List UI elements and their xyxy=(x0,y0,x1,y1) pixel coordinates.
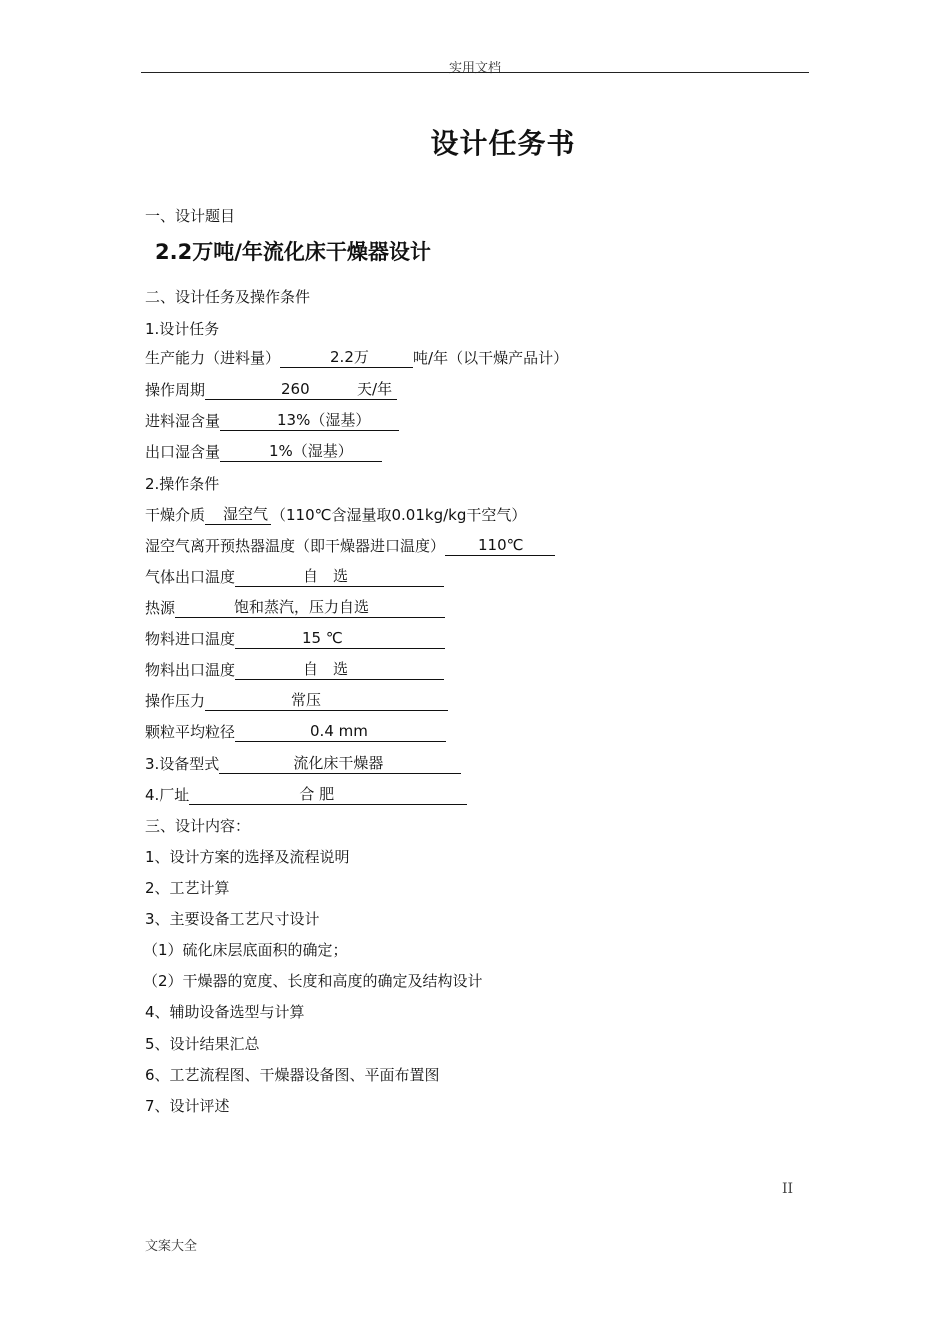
material-inlet-temp-label: 物料进口温度 xyxy=(145,630,236,648)
gas-outlet-temp-row xyxy=(145,566,444,587)
site-label: 4.厂址 xyxy=(145,786,190,804)
particle-size-row xyxy=(145,721,446,742)
cycle-value: 260 xyxy=(281,380,310,398)
capacity-value: 2.2万 xyxy=(330,348,369,366)
content-item: 3、主要设备工艺尺寸设计 xyxy=(145,910,320,928)
content-item: 2、工艺计算 xyxy=(145,879,230,897)
capacity-field xyxy=(280,347,413,368)
medium-field xyxy=(205,504,271,525)
outlet-moisture-row xyxy=(145,441,382,462)
site-row xyxy=(145,784,467,805)
content-subitem: （2）干燥器的宽度、长度和高度的确定及结构设计 xyxy=(143,972,483,990)
preheat-temp-label: 湿空气离开预热器温度（即干燥器进口温度） xyxy=(145,537,446,555)
particle-size-value: 0.4 mm xyxy=(310,722,368,740)
cycle-label: 操作周期 xyxy=(145,381,206,399)
pressure-value: 常压 xyxy=(291,691,322,709)
capacity-row xyxy=(145,347,568,368)
medium-value: 湿空气 xyxy=(223,505,269,523)
particle-size-label: 颗粒平均粒径 xyxy=(145,723,236,741)
content-item: 1、设计方案的选择及流程说明 xyxy=(145,848,350,866)
medium-row xyxy=(145,504,526,525)
content-item: 4、辅助设备选型与计算 xyxy=(145,1003,305,1021)
equipment-type-row xyxy=(145,753,461,774)
medium-label: 干燥介质 xyxy=(145,506,206,524)
medium-suffix: （110℃含湿量取0.01kg/kg干空气） xyxy=(271,506,527,524)
outlet-moisture-field xyxy=(220,441,382,462)
pressure-field xyxy=(205,690,448,711)
gas-outlet-temp-field xyxy=(235,566,444,587)
task-heading: 1.设计任务 xyxy=(145,320,220,338)
site-value: 合 肥 xyxy=(299,785,335,803)
page-footer: 文案大全 xyxy=(145,1239,198,1254)
section-1-heading: 一、设计题目 xyxy=(145,207,236,225)
inlet-moisture-field xyxy=(220,410,399,431)
heat-source-label: 热源 xyxy=(145,599,176,617)
preheat-temp-row xyxy=(145,535,555,556)
material-inlet-temp-row xyxy=(145,628,445,649)
capacity-suffix: 吨/年（以干燥产品计） xyxy=(413,349,569,367)
document-title: 设计任务书 xyxy=(430,127,576,160)
capacity-label: 生产能力（进料量） xyxy=(145,349,281,367)
equipment-type-value: 流化床干燥器 xyxy=(293,754,384,772)
heat-source-field xyxy=(175,597,445,618)
inlet-moisture-label: 进料湿含量 xyxy=(145,412,221,430)
header-rule xyxy=(141,72,809,73)
material-outlet-temp-field xyxy=(235,659,444,680)
section-2-heading: 二、设计任务及操作条件 xyxy=(145,288,311,306)
section-3-heading: 三、设计内容： xyxy=(145,817,251,835)
material-outlet-temp-row xyxy=(145,659,444,680)
heat-source-row xyxy=(145,597,445,618)
content-item: 7、设计评述 xyxy=(145,1097,230,1115)
cycle-field xyxy=(205,379,397,400)
content-item: 5、设计结果汇总 xyxy=(145,1035,260,1053)
heat-source-value: 饱和蒸汽，压力自选 xyxy=(234,598,370,616)
design-topic: 2.2万吨/年流化床干燥器设计 xyxy=(155,240,431,264)
preheat-temp-value: 110℃ xyxy=(478,536,524,554)
conditions-heading: 2.操作条件 xyxy=(145,475,220,493)
site-field xyxy=(189,784,467,805)
equipment-type-label: 3.设备型式 xyxy=(145,755,220,773)
material-outlet-temp-value: 自 选 xyxy=(303,660,349,678)
content-item: 6、工艺流程图、干燥器设备图、平面布置图 xyxy=(145,1066,440,1084)
pressure-label: 操作压力 xyxy=(145,692,206,710)
inlet-moisture-row xyxy=(145,410,399,431)
preheat-temp-field xyxy=(445,535,555,556)
page-header: 实用文档 xyxy=(448,61,501,76)
page-number: II xyxy=(782,1181,794,1197)
outlet-moisture-label: 出口湿含量 xyxy=(145,443,221,461)
particle-size-field xyxy=(235,721,446,742)
gas-outlet-temp-label: 气体出口温度 xyxy=(145,568,236,586)
material-inlet-temp-value: 15 ℃ xyxy=(302,629,343,647)
outlet-moisture-value: 1%（湿基） xyxy=(269,442,353,460)
cycle-suffix: 天/年 xyxy=(357,380,393,398)
gas-outlet-temp-value: 自 选 xyxy=(303,567,349,585)
material-outlet-temp-label: 物料出口温度 xyxy=(145,661,236,679)
inlet-moisture-value: 13%（湿基） xyxy=(277,411,371,429)
material-inlet-temp-field xyxy=(235,628,445,649)
content-subitem: （1）硫化床层底面积的确定； xyxy=(143,941,348,959)
equipment-type-field xyxy=(219,753,461,774)
pressure-row xyxy=(145,690,448,711)
cycle-row xyxy=(145,379,397,400)
